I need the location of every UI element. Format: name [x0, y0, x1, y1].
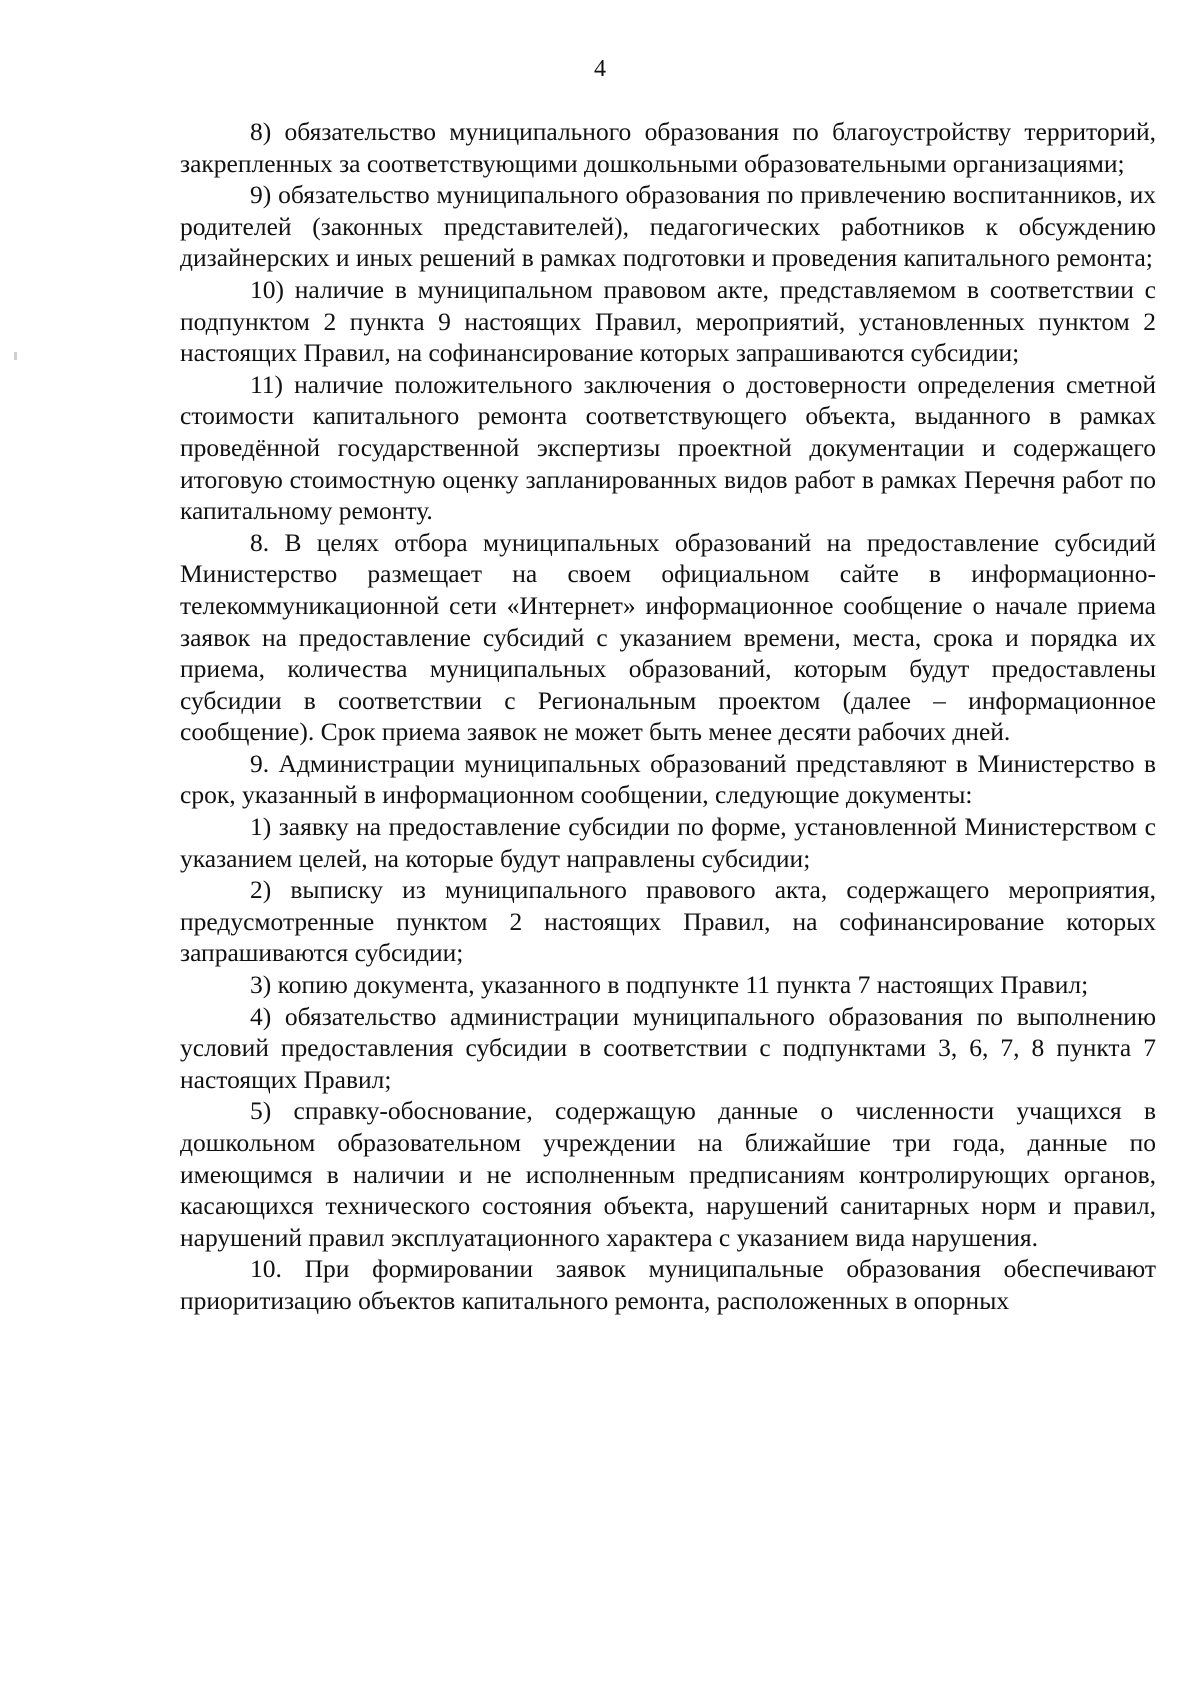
paragraph-doc-item-3: 3) копию документа, указанного в подпункте 11 пункта 7 настоящих Правил; — [250, 970, 1089, 1000]
paragraph-doc-item-4: 4) обязательство администрации муниципального образования по выполнению условий предоставления субсидии в соответствии с подпунктами 3, 6, 7, 8 пункта 7 настоящих Правил; — [180, 1001, 1156, 1094]
paragraph-clause-8: 8. В целях отбора муниципальных образований на предоставление субсидий Министерство размещает на своем официальном сайте в информационно-телекоммуникационной сети «Интернет» информационное сообщение о начале приема заявок на предоставление субсидий с указанием времени, места, срока и порядка их приема, количества муниципальных образований, которым будут предоставлены субсидии в соответствии с Региональным проектом (далее – информационное сообщение). Срок приема заявок не может быть менее десяти рабочих дней. — [180, 527, 1156, 747]
paragraph-subitem-8: 8) обязательство муниципального образования по благоустройству территорий, закрепленных за соответствующими дошкольными образовательными организациями; — [180, 117, 1156, 178]
paragraph-subitem-10: 10) наличие в муниципальном правовом акте, представляемом в соответствии с подпунктом 2 пункта 9 настоящих Правил, мероприятий, установленных пунктом 2 настоящих Правил, на софинансирование которых запрашиваются субсидии; — [180, 274, 1156, 368]
scan-margin-mark — [14, 352, 17, 360]
paragraph-doc-item-5: 5) справку-обоснование, содержащую данные о численности учащихся в дошкольном образовательном учреждении на ближайшие три года, данные по имеющимся в наличии и не исполненным предписаниям контролирующих органов, касающихся технического состояния объекта, нарушений санитарных норм и правил, нарушений правил эксплуатационного характера с указанием вида нарушения. — [180, 1096, 1156, 1252]
paragraph-clause-10: 10. При формировании заявок муниципальные образования обеспечивают приоритизацию объектов капитального ремонта, расположенных в опорных — [180, 1254, 1156, 1315]
paragraph-doc-item-2: 2) выписку из муниципального правового акта, содержащего мероприятия, предусмотренные пунктом 2 настоящих Правил, на софинансирование которых запрашиваются субсидии; — [180, 875, 1156, 968]
paragraph-clause-9: 9. Администрации муниципальных образований представляют в Министерство в срок, указанный в информационном сообщении, следующие документы: — [180, 748, 1156, 810]
page-number: 4 — [594, 56, 606, 82]
paragraph-subitem-9: 9) обязательство муниципального образования по привлечению воспитанников, их родителей (законных представителей), педагогических работников к обсуждению дизайнерских и иных решений в рамках подготовки и проведения капитального ремонта; — [180, 180, 1156, 273]
document-body — [180, 116, 1156, 1317]
paragraph-subitem-11: 11) наличие положительного заключения о достоверности определения сметной стоимости капитального ремонта соответствующего объекта, выданного в рамках проведённой государственной экспертизы проектной документации и содержащего итоговую стоимостную оценку запланированных видов работ в рамках Перечня работ по капитальному ремонту. — [180, 369, 1156, 526]
paragraph-doc-item-1: 1) заявку на предоставление субсидии по форме, установленной Министерством с указанием целей, на которые будут направлены субсидии; — [180, 812, 1156, 873]
